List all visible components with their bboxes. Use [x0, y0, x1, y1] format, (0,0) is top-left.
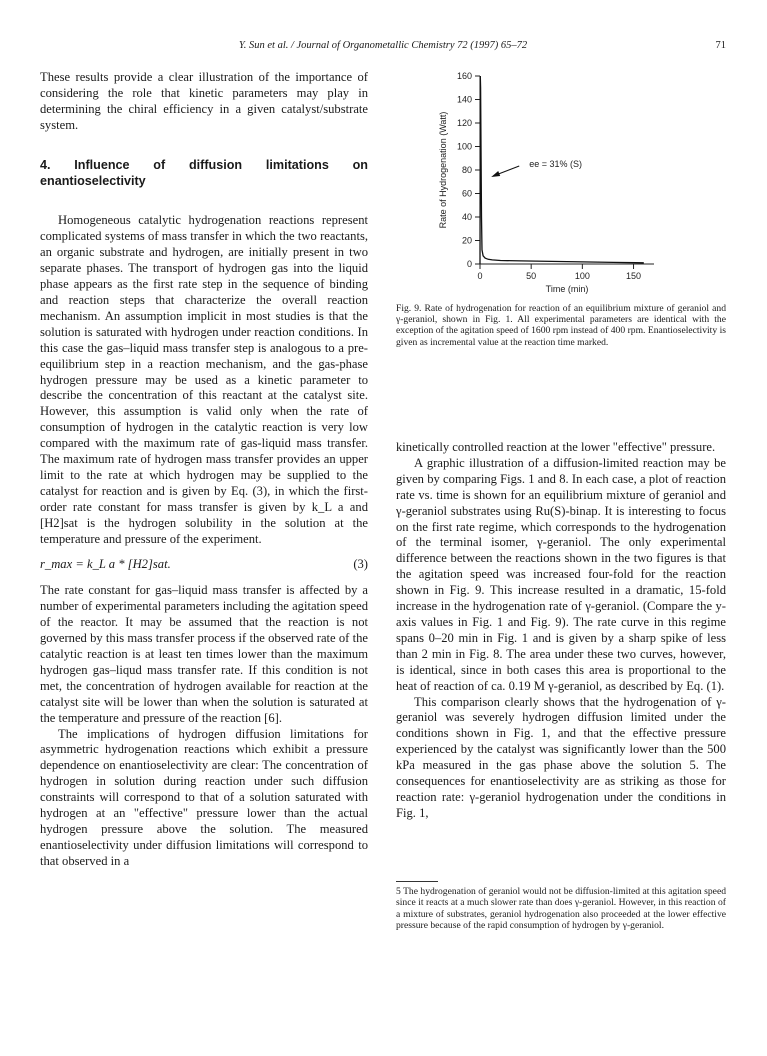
x-tick-label: 50: [526, 271, 537, 281]
y-tick-label: 20: [461, 235, 472, 246]
body-paragraph: kinetically controlled reaction at the lower "effective" pressure.: [396, 440, 716, 454]
y-tick-label: 40: [461, 212, 472, 222]
equation-text: r_max = k_L a * [H2]sat.: [40, 557, 171, 572]
x-tick-label: 150: [626, 271, 642, 281]
body-paragraph: Homogeneous catalytic hydrogenation reactions represent complicated systems of mass transfer in which the two reactants, an organic substrate and hydrogen, are initially present in two separate phases. The transport of hydrogen gas into the liquid phase appears as the first rate step in the sequence of binding and reaction steps that characterize the overall reaction mechanism. An assumption implicit in most studies is that the solution is saturated with hydrogen under reaction conditions. In this case the gas–liquid mass transfer step is analogous to a pre-equilibrium step in a reaction mechanism, and the gas-phase hydrogen pressure may be used as a kinetic parameter to describe the concentration of this reactant at the catalyst site. However, this assumption is valid only when the rate of consumption of hydrogen in the catalytic reaction is very low compared with the maximum rate of gas-liquid mass transfer. The maximum rate of hydrogen mass transfer provides an upper limit to the rate at which hydrogen may be supplied to the catalyst for reaction and is given by Eq. (3), in which the first-order rate constant for mass transfer is given by k_L a and [H2]sat is the hydrogen solubility in the solution at the temperature and pressure of the experiment.: [40, 213, 368, 546]
x-tick-label: 100: [574, 271, 590, 281]
equation-3: [40, 557, 368, 573]
y-tick-label: 120: [456, 118, 472, 128]
body-paragraph: This comparison clearly shows that the hydrogenation of γ-geraniol was severely hydrogen diffusion limited under the conditions shown in Fig. 1, and that the effective pressure experienced by the catalyst was significantly lower than the 500 kPa measured in the gas phase above the solution 5. The consequences for enantioselectivity are as striking as those for reaction rate: γ-geraniol hydrogenation under the conditions in Fig. 1,: [396, 694, 726, 820]
y-tick-label: 80: [461, 165, 472, 175]
y-tick-label: 0: [466, 259, 472, 269]
body-paragraph: A graphic illustration of a diffusion-limited reaction may be given by comparing Figs. 1 and 8. In each case, a plot of reaction rate vs. time is shown for an equilibrium mixture of geraniol and γ-geraniol substrates using Ru(S)-binap. It is interesting to focus on the first rate regime, which corresponds to the hydrogenation of the terminal isomer, γ-geraniol. The only experimental difference between the reactions shown in the two figures is that the agitation speed was increased four-fold for the reaction shown in Fig. 9. This increase resulted in a dramatic, 15-fold increase in the hydrogenation rate of γ-geraniol. (Compare the y-axis values in Fig. 1 and Fig. 9). The rate curve in this regime spans 0–20 min in Fig. 1 and is given by a sharp spike of less than 2 min in Fig. 8. The area under these two curves, however, is identical, since in both cases this area is proportional to the heat of reaction of ca. 0.19 M γ-geraniol, as described by Eq. (1).: [396, 455, 726, 693]
annotation-label: ee = 31% (S): [529, 159, 582, 169]
page-number: 71: [715, 40, 726, 51]
right-column: [396, 440, 726, 822]
rate-series-line: [480, 76, 644, 264]
intro-paragraph: These results provide a clear illustration of the importance of considering the role that kinetic parameters may play in determining the chiral efficiency in a given catalyst/substrate system.: [40, 70, 368, 132]
y-tick-label: 160: [456, 71, 472, 81]
body-paragraph: The implications of hydrogen diffusion limitations for asymmetric hydrogenation reactions which exhibit a pressure dependence on enantioselectivity are clear: The concentration of hydrogen in solution during reaction under such diffusion constraints will correspond to that of a solution saturated with hydrogen at an "effective" pressure lower than the actual hydrogen pressure above the solution. The measured enantioselectivity under diffusion limitations will correspond to that observed in a: [40, 726, 368, 868]
figure-caption: Fig. 9. Rate of hydrogenation for reaction of an equilibrium mixture of geraniol and γ-geraniol, shown in Fig. 1. All experimental parameters are identical with the exception of the agitation speed of 1600 rpm instead of 400 rpm. Enantioselectivity is given as incremental value at the reaction time marked.: [396, 303, 726, 348]
running-title: Y. Sun et al. / Journal of Organometallic Chemistry 72 (1997) 65–72: [238, 40, 528, 51]
equation-number: (3): [353, 557, 368, 572]
left-column: [40, 70, 368, 870]
figure-9: [396, 64, 726, 348]
annotation-arrowhead: [491, 171, 500, 177]
y-axis-label: Rate of Hydrogenation (Watt): [438, 111, 448, 229]
footnote: 5 The hydrogenation of geraniol would not be diffusion-limited at this agitation speed since it reacts at a much slower rate than does γ-geraniol. However, in this reaction of a mixture of substrates, geraniol hydrogenation also proceeded at the lower effective pressure because of the rapid consumption of hydrogen by γ-geraniol.: [396, 886, 726, 932]
body-paragraph: The rate constant for gas–liquid mass transfer is affected by a number of experimental parameters including the agitation speed of the reactor. It may be assumed that the reaction is not governed by this mass transfer process if the observed rate of the catalytic reaction is at least ten times lower than the maximum hydrogen gas–liqud mass transfer rate. If this condition is not met, the concentration of hydrogen available for reaction at the catalyst site will be lower than when the solution is saturated at the temperature and pressure of the reaction [6].: [40, 583, 368, 725]
y-tick-label: 100: [456, 141, 472, 152]
y-tick-label: 140: [456, 94, 472, 105]
footnote-rule: [396, 881, 438, 882]
rate-chart: [396, 64, 726, 294]
running-header: [40, 40, 726, 56]
y-tick-label: 60: [461, 188, 472, 199]
x-tick-label: 0: [477, 271, 483, 281]
x-axis-label: Time (min): [545, 284, 589, 294]
section-heading: 4. Influence of diffusion limitations on enantioselectivity: [40, 157, 368, 188]
